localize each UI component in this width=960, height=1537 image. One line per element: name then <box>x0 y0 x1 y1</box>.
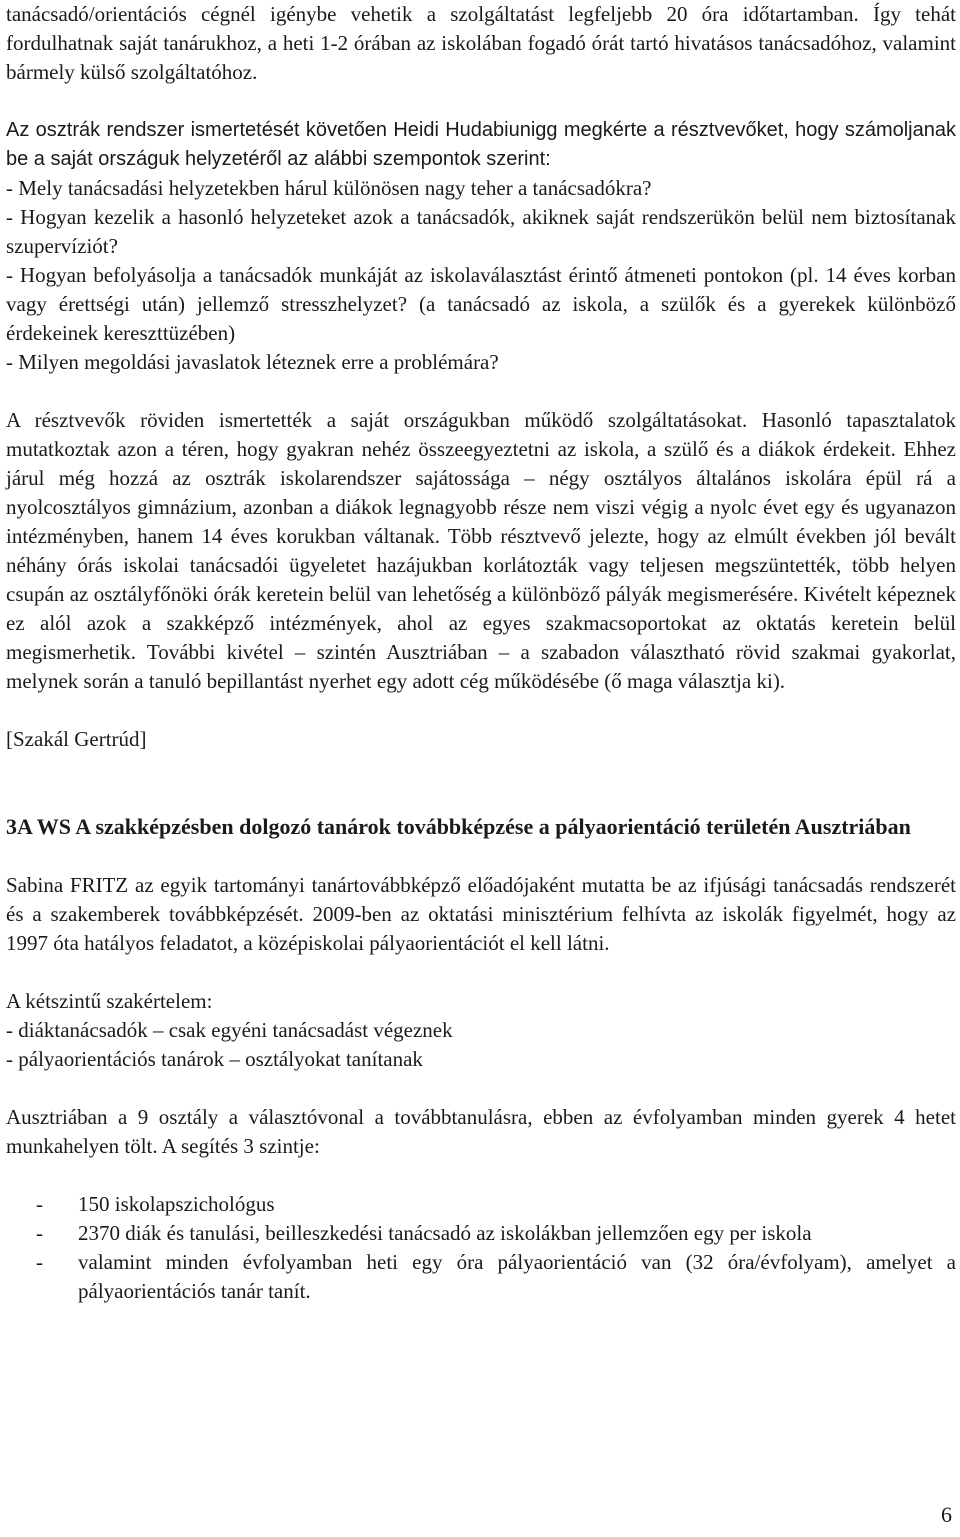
intro-paragraph: tanácsadó/orientációs cégnél igénybe vehetik a szolgáltatást legfeljebb 20 óra időtartamban. Így tehát fordulhatnak saját tanárukhoz, a heti 1-2 órában az iskolában fogadó órát tartó hivatásos tanácsadóhoz, valamint bármely külső szolgáltatóhoz. <box>6 2 956 84</box>
questions-list <box>6 174 956 377</box>
questions-intro: Az osztrák rendszer ismertetését követően Heidi Hudabiunigg megkérte a résztvevőket, hogy számoljanak be a saját országuk helyzetéről az alábbi szempontok szerint: <box>6 119 956 170</box>
support-levels-list <box>6 1190 956 1306</box>
list-item <box>6 1248 956 1306</box>
question-item: - Mely tanácsadási helyzetekben hárul különösen nagy teher a tanácsadókra? <box>6 176 652 200</box>
two-level-title: A kétszintű szakértelem: <box>6 989 213 1013</box>
summary-paragraph: A résztvevők röviden ismertették a saját országukban működő szolgáltatásokat. Hasonló tapasztalatok mutatkoztak azon a téren, hogy gyakran nehéz összeegyeztetni az iskola, a szülő és a diákok érdekeit. Ehhez járul még hozzá az osztrák iskolarendszer sajátossága – négy osztályos általános iskolára épül rá a nyolcosztályos gimnázium, azonban a diákok legnagyobb része nem viszi végig a nyolc évet egy és ugyanazon intézményben, hanem 14 éves korukban váltanak. Több résztvevő jelezte, hogy az elmúlt években jól bevált néhány órás iskolai tanácsadói ügyeletet hazájukban korlátozták vagy teljesen megszüntették, több helyen csupán az osztályfőnöki órák keretein belül van lehetőség a különböző pályák megismerésére. Kivételt képeznek ez alól azok a szakképző intézmények, ahol az egyes szakmacsoportokat az oktatás keretein belül megismerhetik. További kivétel – szintén Ausztriában – a szabadon választható rövid szakmai gyakorlat, melynek során a tanuló bepillantást nyerhet egy adott cég működésébe (ő maga választja ki). <box>6 408 956 693</box>
list-dash: - <box>36 1192 43 1216</box>
list-item <box>6 1219 956 1248</box>
question-item: - Milyen megoldási javaslatok léteznek erre a problémára? <box>6 350 499 374</box>
list-item <box>6 1190 956 1219</box>
question-item: - Hogyan befolyásolja a tanácsadók munkáját az iskolaválasztást érintő átmeneti pontokon (pl. 14 éves korban vagy érettségi után) jellemző stresszhelyzet? (a tanácsadó az iskola, a szülők és a gyerekek különböző érdekeinek kereszttüzében) <box>6 263 956 345</box>
two-level-item: - pályaorientációs tanárok – osztályokat tanítanak <box>6 1047 423 1071</box>
grade9-paragraph: Ausztriában a 9 osztály a választóvonal a továbbtanulásra, ebben az évfolyamban minden gyerek 4 hetet munkahelyen tölt. A segítés 3 szintje: <box>6 1105 956 1158</box>
page-content <box>6 0 956 1306</box>
question-item: - Hogyan kezelik a hasonló helyzeteket azok a tanácsadók, akiknek saját rendszerükön belül nem biztosítanak szupervíziót? <box>6 205 956 258</box>
section-paragraph: Sabina FRITZ az egyik tartományi tanártovábbképző előadójaként mutatta be az ifjúsági tanácsadás rendszerét és a szakemberek továbbképzését. 2009-ben az oktatási minisztérium felhívta az iskolák figyelmét, hogy az 1997 óta hatályos feladatot, a középiskolai pályaorientációt el kell látni. <box>6 873 956 955</box>
author-signature: [Szakál Gertrúd] <box>6 727 147 751</box>
two-level-item: - diáktanácsadók – csak egyéni tanácsadást végeznek <box>6 1018 453 1042</box>
list-item-text: valamint minden évfolyamban heti egy óra pályaorientáció van (32 óra/évfolyam), amelyet a pályaorientációs tanár tanít. <box>78 1250 956 1303</box>
list-item-text: 2370 diák és tanulási, beilleszkedési tanácsadó az iskolákban jellemzően egy per iskola <box>78 1221 812 1245</box>
section-heading: 3A WS A szakképzésben dolgozó tanárok továbbképzése a pályaorientáció területén Ausztriában <box>6 814 911 839</box>
list-item-text: 150 iskolapszichológus <box>78 1192 275 1216</box>
list-dash: - <box>36 1250 43 1274</box>
page-number: 6 <box>941 1502 952 1527</box>
list-dash: - <box>36 1221 43 1245</box>
